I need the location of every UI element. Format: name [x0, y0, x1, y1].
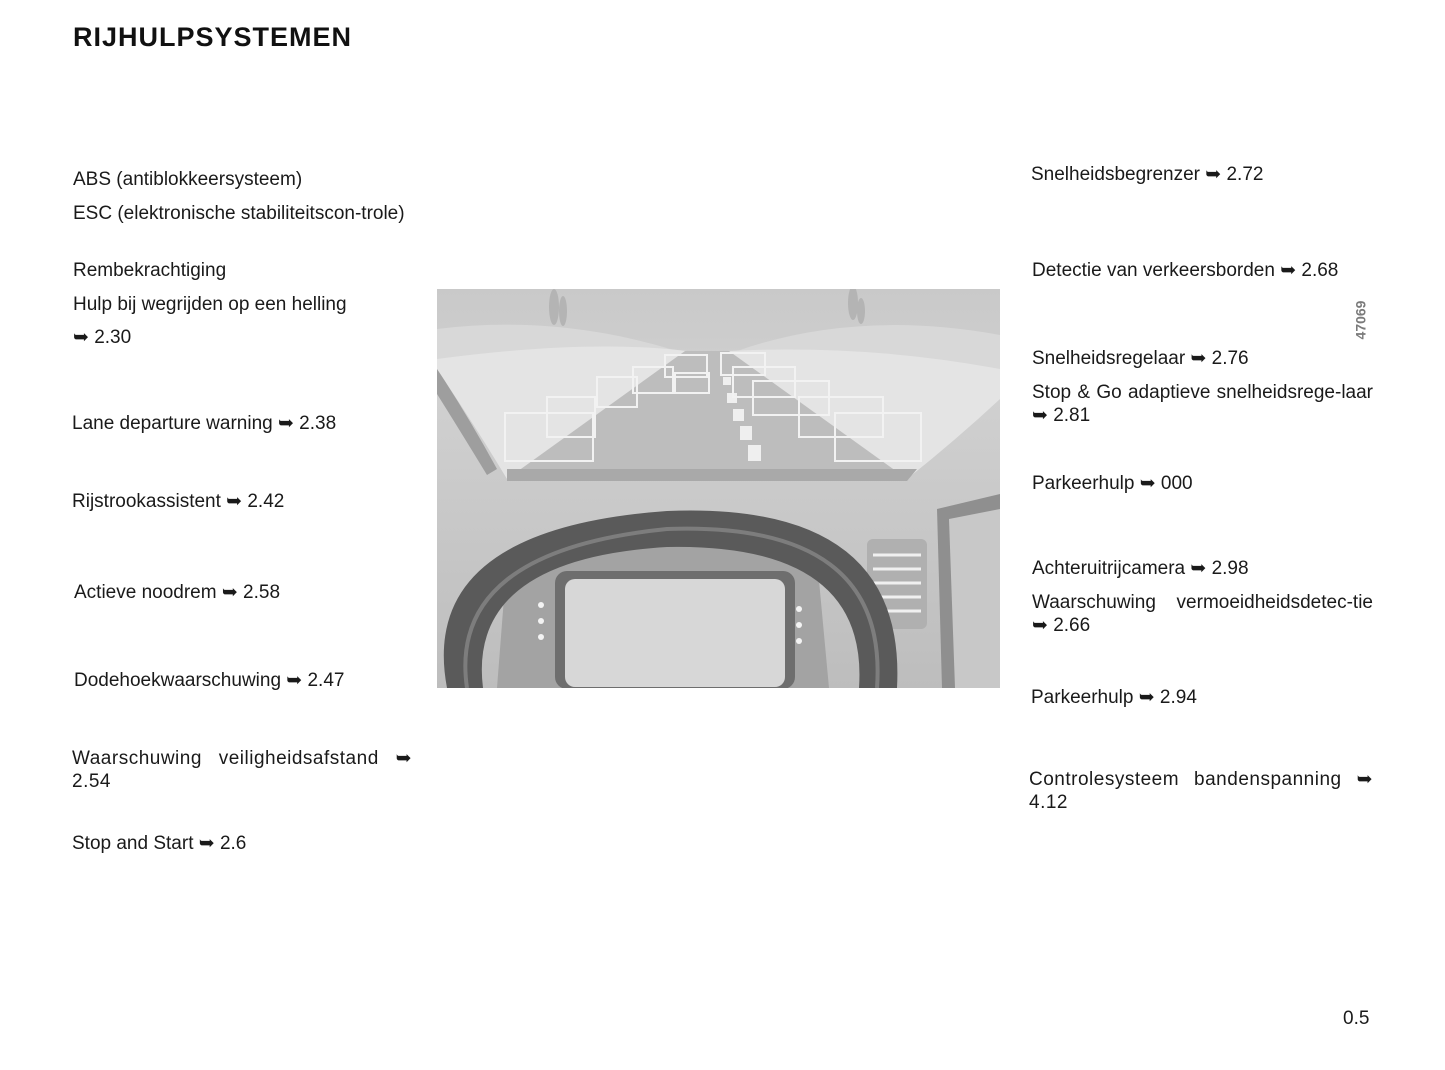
- item-dodehoek[interactable]: Dodehoekwaarschuwing ➥ 2.47: [74, 670, 345, 691]
- item-bandenspanning[interactable]: Controlesysteem bandenspanning ➥ 4.12: [1029, 769, 1373, 813]
- item-rijstrook[interactable]: Rijstrookassistent ➥ 2.42: [72, 491, 285, 512]
- item-snelheidsbegrenzer[interactable]: Snelheidsbegrenzer ➥ 2.72: [1031, 164, 1264, 185]
- item-abs: ABS (antiblokkeersysteem): [73, 169, 303, 190]
- item-vermoeidheid[interactable]: Waarschuwing vermoeidheidsdetec-tie ➥ 2.66: [1032, 592, 1373, 636]
- item-afstand[interactable]: Waarschuwing veiligheidsafstand ➥ 2.54: [72, 748, 412, 792]
- item-parkeerhulp-2[interactable]: Parkeerhulp ➥ 2.94: [1031, 687, 1197, 708]
- item-noodrem[interactable]: Actieve noodrem ➥ 2.58: [74, 582, 281, 603]
- item-hill-start: Hulp bij wegrijden op een helling: [73, 294, 347, 315]
- item-achteruitrijcamera[interactable]: Achteruitrijcamera ➥ 2.98: [1032, 558, 1249, 579]
- item-verkeersborden[interactable]: Detectie van verkeersborden ➥ 2.68: [1032, 260, 1339, 281]
- dashboard-illustration: [437, 289, 1000, 688]
- item-stop-go[interactable]: Stop & Go adaptieve snelheidsrege-laar ➥ 2.81: [1032, 382, 1373, 426]
- item-lane-departure[interactable]: Lane departure warning ➥ 2.38: [72, 413, 337, 434]
- item-parkeerhulp-1[interactable]: Parkeerhulp ➥ 000: [1032, 473, 1193, 494]
- item-esc: ESC (elektronische stabiliteitscon-trole): [73, 203, 405, 224]
- item-rembekrachtiging: Rembekrachtiging: [73, 260, 227, 281]
- page-title: RIJHULPSYSTEMEN: [73, 22, 353, 52]
- page-number: 0.5: [1343, 1008, 1370, 1029]
- item-reference-group[interactable]: ➥ 2.30: [73, 327, 132, 348]
- figure-code: 47069: [1352, 300, 1368, 340]
- item-snelheidsregelaar[interactable]: Snelheidsregelaar ➥ 2.76: [1032, 348, 1249, 369]
- item-stopstart[interactable]: Stop and Start ➥ 2.6: [72, 833, 247, 854]
